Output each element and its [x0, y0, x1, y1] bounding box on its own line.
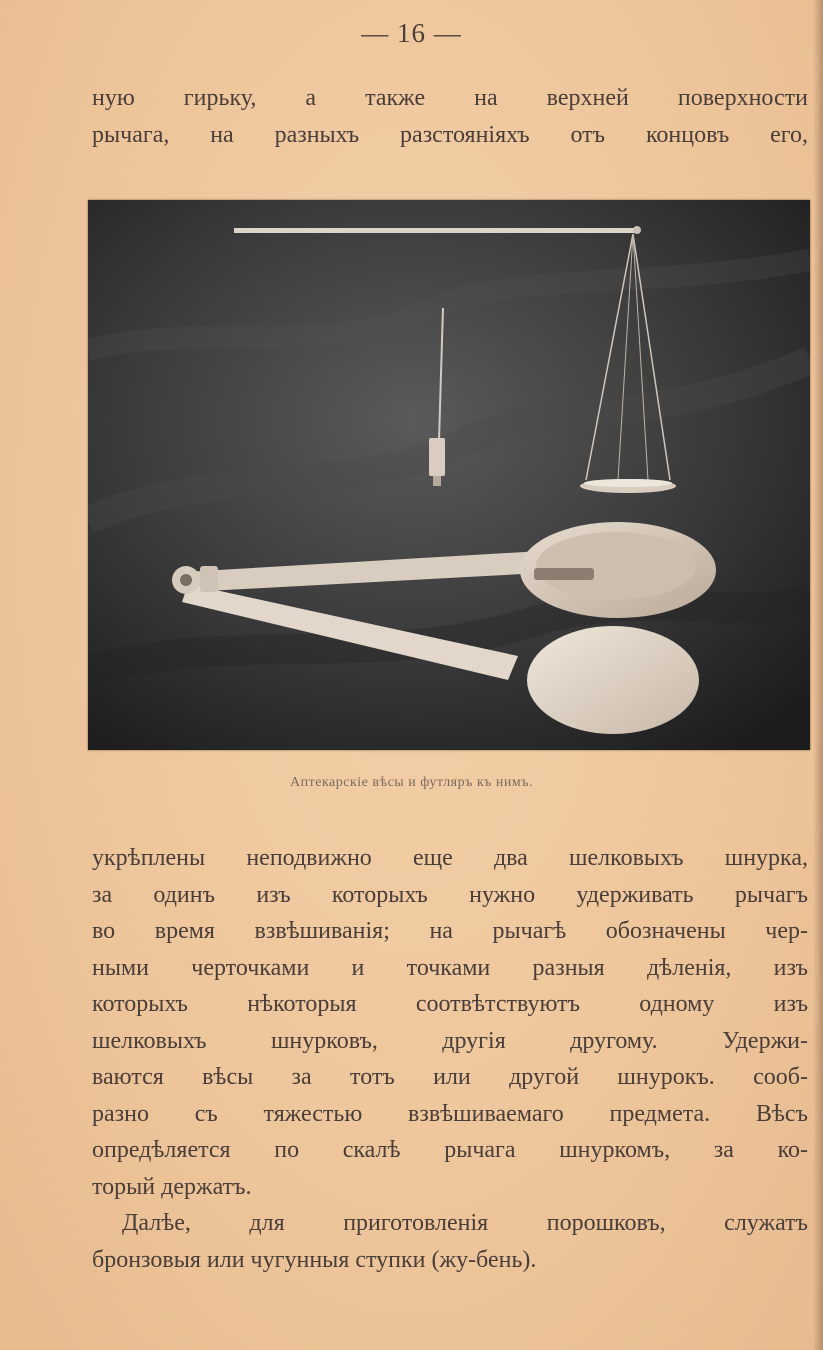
- balance-beam: [234, 228, 640, 233]
- text-line: бронзовыя или чугунныя ступки (жу-бень).: [92, 1246, 537, 1273]
- text-line: ваются вѣсы за тотъ или другой шнурокъ. сооб-: [92, 1064, 808, 1090]
- text-line: Далѣе, для приготовленiя порошковъ, служатъ: [122, 1210, 808, 1236]
- text-line: ными черточками и точками разныя дѣленiя, изъ: [92, 954, 808, 981]
- text-line: за одинъ изъ которыхъ нужно удерживать рычагъ: [92, 881, 808, 908]
- scales-photo-illustration: [88, 200, 810, 750]
- text-line: шелковыхъ шнурковъ, другiя другому. Удержи-: [92, 1027, 808, 1054]
- text-line: ную гирьку, а также на верхней поверхности: [92, 85, 808, 111]
- page-edge-shadow: [813, 0, 823, 1350]
- main-paragraph: [92, 840, 808, 1278]
- text-line: которыхъ нѣкоторыя соотвѣтствуютъ одному изъ: [92, 991, 808, 1017]
- text-line: разно съ тяжестью взвѣшиваемаго предмета. Вѣсъ: [92, 1100, 808, 1127]
- figure-photo: [88, 200, 810, 750]
- figure-caption: Аптекарскiе вѣсы и футляръ къ нимъ.: [290, 775, 533, 790]
- text-line: рычага, на разныхъ разстоянiяхъ отъ концовъ его,: [92, 121, 808, 148]
- top-paragraph: [92, 80, 808, 153]
- text-line: опредѣляется по скалѣ рычага шнуркомъ, за ко-: [92, 1137, 808, 1163]
- text-line: укрѣплены неподвижно еще два шелковыхъ шнурка,: [92, 845, 808, 871]
- page-number: — 16 —: [361, 18, 462, 48]
- text-line: торый держатъ.: [92, 1173, 252, 1200]
- text-line: во время взвѣшиванiя; на рычагѣ обозначены чер-: [92, 918, 808, 944]
